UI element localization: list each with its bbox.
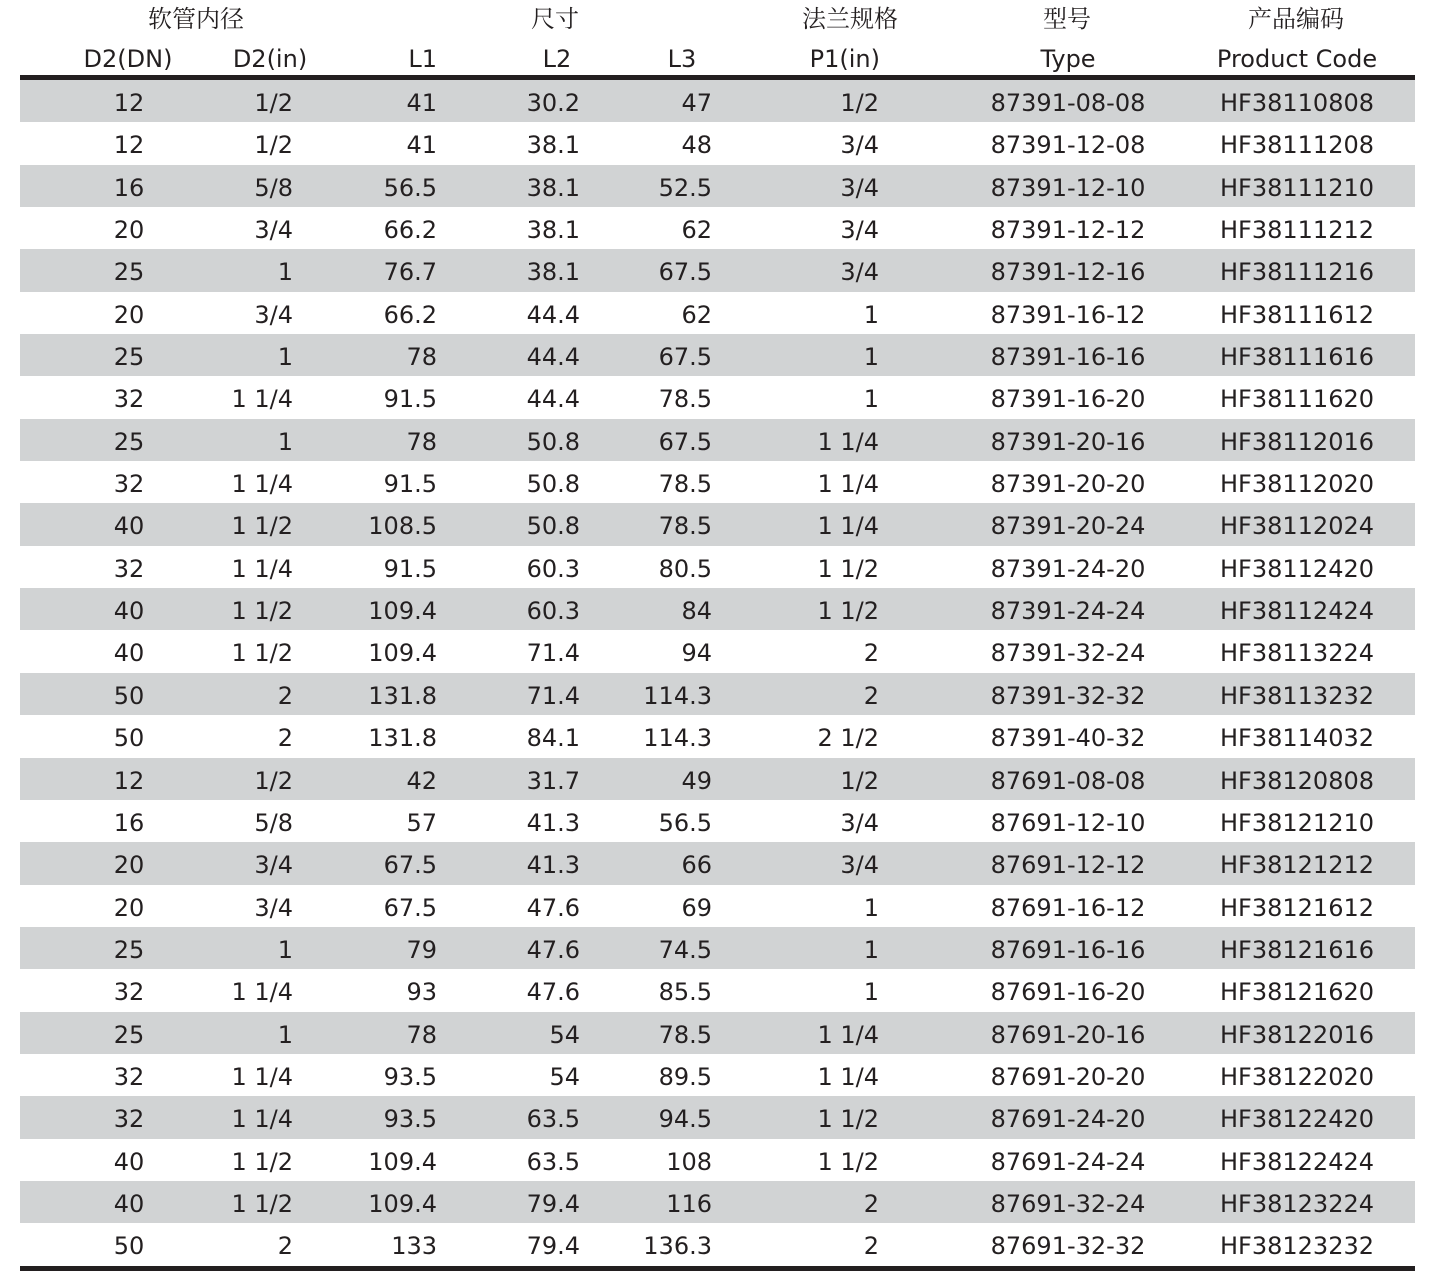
- cell-d2-dn: 20: [113, 216, 145, 245]
- cell-d2-dn: 50: [113, 681, 145, 710]
- cell-d2-dn: 32: [113, 1105, 145, 1134]
- cell-product-code: HF38111210: [1219, 173, 1375, 202]
- cell-p1-in: 3/4: [840, 258, 879, 287]
- cell-product-code: HF38121210: [1219, 808, 1375, 837]
- cell-d2-dn: 40: [113, 639, 145, 668]
- cell-d2-dn: 32: [113, 978, 145, 1007]
- cell-type: 87391-40-32: [990, 724, 1146, 753]
- cell-d2-dn: 32: [113, 385, 145, 414]
- cell-product-code: HF38122420: [1219, 1105, 1375, 1134]
- cell-l1: 91.5: [383, 470, 437, 499]
- table-row: [20, 927, 1415, 969]
- table-row: [20, 461, 1415, 503]
- table-row: [20, 969, 1415, 1011]
- cell-d2-dn: 32: [113, 470, 145, 499]
- cell-l2: 47.6: [526, 893, 580, 922]
- cell-type: 87391-20-24: [990, 512, 1146, 541]
- cell-l3: 67.5: [658, 258, 712, 287]
- table-body: [20, 80, 1415, 1266]
- cell-l1: 41: [406, 89, 437, 117]
- cell-d2-in: 1 1/4: [231, 470, 293, 499]
- cell-p1-in: 3/4: [840, 216, 879, 245]
- header-model: 型号: [1043, 5, 1091, 33]
- cell-d2-in: 1/2: [254, 766, 293, 795]
- cell-p1-in: 2: [863, 681, 879, 710]
- cell-type: 87391-20-16: [990, 427, 1146, 456]
- cell-l3: 49: [681, 766, 712, 795]
- cell-l2: 63.5: [526, 1147, 580, 1176]
- cell-type: 87391-24-20: [990, 554, 1146, 583]
- cell-type: 87691-16-12: [990, 893, 1146, 922]
- cell-d2-in: 1 1/4: [231, 978, 293, 1007]
- cell-p1-in: 1 1/2: [817, 1105, 879, 1134]
- table-row: [20, 1012, 1415, 1054]
- cell-l3: 56.5: [658, 808, 712, 837]
- cell-product-code: HF38120808: [1219, 766, 1375, 795]
- cell-l3: 136.3: [643, 1232, 712, 1261]
- cell-d2-dn: 25: [113, 1020, 145, 1049]
- cell-l3: 62: [681, 300, 712, 329]
- cell-p1-in: 3/4: [840, 851, 879, 880]
- cell-l3: 78.5: [658, 1020, 712, 1049]
- cell-l1: 78: [406, 427, 437, 456]
- table-row: [20, 546, 1415, 588]
- header-l3: L3: [667, 45, 697, 73]
- cell-d2-in: 1 1/4: [231, 1062, 293, 1091]
- cell-l2: 79.4: [526, 1232, 580, 1261]
- cell-l3: 80.5: [658, 554, 712, 583]
- cell-l2: 38.1: [526, 131, 580, 160]
- cell-type: 87691-16-16: [990, 935, 1146, 964]
- table-row: [20, 292, 1415, 334]
- table-row: [20, 334, 1415, 376]
- cell-l3: 108: [666, 1147, 712, 1176]
- cell-product-code: HF38113224: [1219, 639, 1375, 668]
- cell-d2-dn: 40: [113, 512, 145, 541]
- cell-d2-dn: 25: [113, 343, 145, 372]
- cell-product-code: HF38111216: [1219, 258, 1375, 287]
- header-flange-spec: 法兰规格: [802, 5, 898, 33]
- cell-l2: 47.6: [526, 935, 580, 964]
- cell-l1: 109.4: [368, 1189, 437, 1218]
- cell-type: 87391-32-24: [990, 639, 1146, 668]
- cell-l3: 74.5: [658, 935, 712, 964]
- cell-product-code: HF38121616: [1219, 935, 1375, 964]
- cell-l3: 47: [681, 89, 712, 117]
- cell-d2-in: 1/2: [254, 131, 293, 160]
- cell-type: 87391-12-16: [990, 258, 1146, 287]
- cell-d2-dn: 20: [113, 300, 145, 329]
- cell-l1: 93.5: [383, 1062, 437, 1091]
- cell-type: 87691-32-32: [990, 1232, 1146, 1261]
- cell-d2-in: 1 1/2: [231, 597, 293, 626]
- cell-l1: 57: [406, 808, 437, 837]
- header-product-code-cn: 产品编码: [1248, 5, 1344, 33]
- cell-l1: 76.7: [383, 258, 437, 287]
- cell-l2: 41.3: [526, 851, 580, 880]
- cell-l1: 66.2: [383, 216, 437, 245]
- cell-p1-in: 1 1/4: [817, 1062, 879, 1091]
- cell-product-code: HF38121612: [1219, 893, 1375, 922]
- cell-l1: 78: [406, 1020, 437, 1049]
- header-product-code: Product Code: [1216, 45, 1378, 73]
- table-row: [20, 207, 1415, 249]
- cell-l1: 91.5: [383, 554, 437, 583]
- cell-l2: 60.3: [526, 554, 580, 583]
- table-row: [20, 80, 1415, 122]
- header-type: Type: [1040, 45, 1096, 73]
- cell-product-code: HF38112020: [1219, 470, 1375, 499]
- cell-p1-in: 2: [863, 639, 879, 668]
- cell-l1: 91.5: [383, 385, 437, 414]
- cell-product-code: HF38111616: [1219, 343, 1375, 372]
- cell-l3: 52.5: [658, 173, 712, 202]
- table-row: [20, 630, 1415, 672]
- cell-l2: 44.4: [526, 385, 580, 414]
- cell-p1-in: 1: [863, 935, 879, 964]
- footer-rule: [20, 1266, 1415, 1271]
- cell-d2-dn: 25: [113, 258, 145, 287]
- table-row: [20, 419, 1415, 461]
- table-row: [20, 1181, 1415, 1223]
- cell-p1-in: 1: [863, 978, 879, 1007]
- cell-l1: 41: [406, 131, 437, 160]
- cell-p1-in: 2: [863, 1189, 879, 1218]
- cell-l3: 114.3: [643, 681, 712, 710]
- cell-product-code: HF38123224: [1219, 1189, 1375, 1218]
- cell-l3: 48: [681, 131, 712, 160]
- table-row: [20, 1223, 1415, 1265]
- table-row: [20, 1054, 1415, 1096]
- cell-type: 87391-12-12: [990, 216, 1146, 245]
- cell-type: 87691-08-08: [990, 766, 1146, 795]
- header-l1: L1: [408, 45, 437, 73]
- cell-l2: 50.8: [526, 470, 580, 499]
- cell-d2-in: 3/4: [254, 893, 293, 922]
- cell-d2-in: 1 1/2: [231, 639, 293, 668]
- cell-l1: 42: [406, 766, 437, 795]
- cell-type: 87691-16-20: [990, 978, 1146, 1007]
- cell-l2: 50.8: [526, 512, 580, 541]
- cell-type: 87391-20-20: [990, 470, 1146, 499]
- cell-d2-in: 1: [277, 1020, 293, 1049]
- cell-type: 87691-32-24: [990, 1189, 1146, 1218]
- cell-d2-in: 1: [277, 427, 293, 456]
- cell-l3: 94: [681, 639, 712, 668]
- cell-p1-in: 1 1/2: [817, 597, 879, 626]
- cell-d2-in: 3/4: [254, 216, 293, 245]
- cell-l1: 133: [391, 1232, 437, 1261]
- cell-d2-in: 2: [277, 1232, 293, 1261]
- table-row: [20, 249, 1415, 291]
- cell-d2-in: 5/8: [254, 808, 293, 837]
- cell-product-code: HF38114032: [1219, 724, 1375, 753]
- cell-l3: 89.5: [658, 1062, 712, 1091]
- cell-type: 87691-24-20: [990, 1105, 1146, 1134]
- table-row: [20, 673, 1415, 715]
- cell-l1: 78: [406, 343, 437, 372]
- cell-l2: 71.4: [526, 639, 580, 668]
- cell-d2-dn: 12: [113, 89, 145, 117]
- cell-l1: 67.5: [383, 893, 437, 922]
- cell-d2-in: 1 1/4: [231, 1105, 293, 1134]
- cell-l3: 114.3: [643, 724, 712, 753]
- cell-type: 87691-12-12: [990, 851, 1146, 880]
- cell-type: 87691-24-24: [990, 1147, 1146, 1176]
- cell-p1-in: 1 1/4: [817, 470, 879, 499]
- cell-l1: 93.5: [383, 1105, 437, 1134]
- cell-l3: 116: [666, 1189, 712, 1218]
- cell-product-code: HF38123232: [1219, 1232, 1375, 1261]
- cell-type: 87391-16-20: [990, 385, 1146, 414]
- cell-l2: 54: [549, 1020, 580, 1049]
- cell-d2-in: 1/2: [254, 89, 293, 117]
- cell-product-code: HF38122424: [1219, 1147, 1375, 1176]
- cell-l2: 44.4: [526, 300, 580, 329]
- table-row: [20, 165, 1415, 207]
- cell-product-code: HF38122020: [1219, 1062, 1375, 1091]
- cell-p1-in: 2 1/2: [817, 724, 879, 753]
- cell-d2-dn: 16: [113, 808, 145, 837]
- cell-type: 87691-12-10: [990, 808, 1146, 837]
- cell-l3: 78.5: [658, 385, 712, 414]
- cell-l3: 84: [681, 597, 712, 626]
- header-d2-dn: D2(DN): [83, 45, 173, 73]
- cell-p1-in: 1: [863, 893, 879, 922]
- cell-product-code: HF38112024: [1219, 512, 1375, 541]
- cell-type: 87391-16-12: [990, 300, 1146, 329]
- cell-l2: 60.3: [526, 597, 580, 626]
- cell-d2-dn: 25: [113, 427, 145, 456]
- cell-d2-in: 1 1/2: [231, 512, 293, 541]
- cell-l1: 131.8: [368, 681, 437, 710]
- table-row: [20, 800, 1415, 842]
- cell-l2: 47.6: [526, 978, 580, 1007]
- cell-d2-dn: 40: [113, 1189, 145, 1218]
- cell-l3: 67.5: [658, 343, 712, 372]
- cell-l2: 79.4: [526, 1189, 580, 1218]
- cell-l3: 62: [681, 216, 712, 245]
- cell-p1-in: 1 1/4: [817, 1020, 879, 1049]
- cell-d2-dn: 25: [113, 935, 145, 964]
- cell-l2: 84.1: [526, 724, 580, 753]
- cell-l2: 38.1: [526, 173, 580, 202]
- cell-product-code: HF38113232: [1219, 681, 1375, 710]
- cell-l3: 67.5: [658, 427, 712, 456]
- cell-product-code: HF38112420: [1219, 554, 1375, 583]
- header-d2-in: D2(in): [232, 45, 308, 73]
- cell-l1: 93: [406, 978, 437, 1007]
- header-column-row: [20, 38, 1415, 75]
- cell-l2: 30.2: [526, 89, 580, 117]
- cell-d2-in: 1 1/2: [231, 1189, 293, 1218]
- cell-product-code: HF38121620: [1219, 978, 1375, 1007]
- cell-p1-in: 1 1/4: [817, 427, 879, 456]
- cell-p1-in: 1 1/4: [817, 512, 879, 541]
- table-row: [20, 1139, 1415, 1181]
- cell-l2: 54: [549, 1062, 580, 1091]
- cell-l2: 38.1: [526, 216, 580, 245]
- cell-d2-in: 5/8: [254, 173, 293, 202]
- cell-d2-in: 1 1/4: [231, 385, 293, 414]
- table-row: [20, 885, 1415, 927]
- cell-l2: 41.3: [526, 808, 580, 837]
- cell-l2: 31.7: [526, 766, 580, 795]
- cell-d2-dn: 40: [113, 1147, 145, 1176]
- header-group-row: [20, 0, 1415, 38]
- cell-d2-dn: 50: [113, 1232, 145, 1261]
- cell-l1: 79: [406, 935, 437, 964]
- cell-product-code: HF38111208: [1219, 131, 1375, 160]
- table-row: [20, 715, 1415, 757]
- cell-l1: 131.8: [368, 724, 437, 753]
- table-row: [20, 376, 1415, 418]
- cell-product-code: HF38121212: [1219, 851, 1375, 880]
- cell-d2-dn: 40: [113, 597, 145, 626]
- cell-l2: 44.4: [526, 343, 580, 372]
- cell-type: 87691-20-20: [990, 1062, 1146, 1091]
- cell-l2: 50.8: [526, 427, 580, 456]
- cell-l1: 109.4: [368, 639, 437, 668]
- cell-d2-dn: 16: [113, 173, 145, 202]
- spec-table: [20, 0, 1415, 1271]
- cell-l1: 67.5: [383, 851, 437, 880]
- cell-p1-in: 3/4: [840, 173, 879, 202]
- cell-type: 87391-32-32: [990, 681, 1146, 710]
- cell-d2-in: 2: [277, 724, 293, 753]
- header-hose-inner-diameter: 软管内径: [148, 5, 244, 33]
- cell-d2-dn: 20: [113, 851, 145, 880]
- cell-l1: 109.4: [368, 1147, 437, 1176]
- cell-product-code: HF38112016: [1219, 427, 1375, 456]
- cell-l1: 108.5: [368, 512, 437, 541]
- cell-l3: 69: [681, 893, 712, 922]
- cell-l2: 63.5: [526, 1105, 580, 1134]
- cell-product-code: HF38122016: [1219, 1020, 1375, 1049]
- cell-p1-in: 3/4: [840, 131, 879, 160]
- cell-d2-dn: 50: [113, 724, 145, 753]
- cell-d2-dn: 32: [113, 1062, 145, 1091]
- table-row: [20, 758, 1415, 800]
- header-p1-in: P1(in): [809, 45, 880, 73]
- cell-p1-in: 2: [863, 1232, 879, 1261]
- cell-p1-in: 1: [863, 343, 879, 372]
- cell-p1-in: 1/2: [840, 89, 879, 117]
- cell-l1: 109.4: [368, 597, 437, 626]
- cell-d2-dn: 12: [113, 131, 145, 160]
- table-row: [20, 122, 1415, 164]
- cell-product-code: HF38111612: [1219, 300, 1375, 329]
- cell-l3: 78.5: [658, 512, 712, 541]
- header-dimensions: 尺寸: [531, 5, 579, 33]
- header-l2: L2: [542, 45, 572, 73]
- cell-d2-in: 2: [277, 681, 293, 710]
- cell-type: 87391-12-08: [990, 131, 1146, 160]
- table-row: [20, 588, 1415, 630]
- cell-d2-in: 1 1/2: [231, 1147, 293, 1176]
- cell-p1-in: 1 1/2: [817, 554, 879, 583]
- cell-l2: 38.1: [526, 258, 580, 287]
- cell-type: 87691-20-16: [990, 1020, 1146, 1049]
- cell-d2-in: 1: [277, 935, 293, 964]
- table-row: [20, 842, 1415, 884]
- cell-p1-in: 1 1/2: [817, 1147, 879, 1176]
- cell-type: 87391-24-24: [990, 597, 1146, 626]
- cell-d2-dn: 12: [113, 766, 145, 795]
- cell-product-code: HF38110808: [1219, 89, 1375, 117]
- cell-l1: 56.5: [383, 173, 437, 202]
- cell-d2-dn: 20: [113, 893, 145, 922]
- cell-l1: 66.2: [383, 300, 437, 329]
- cell-l3: 94.5: [658, 1105, 712, 1134]
- cell-d2-in: 1: [277, 343, 293, 372]
- cell-p1-in: 3/4: [840, 808, 879, 837]
- cell-d2-in: 3/4: [254, 851, 293, 880]
- cell-d2-dn: 32: [113, 554, 145, 583]
- cell-l3: 78.5: [658, 470, 712, 499]
- cell-product-code: HF38111212: [1219, 216, 1375, 245]
- cell-d2-in: 3/4: [254, 300, 293, 329]
- cell-p1-in: 1/2: [840, 766, 879, 795]
- cell-type: 87391-08-08: [990, 89, 1146, 117]
- cell-type: 87391-12-10: [990, 173, 1146, 202]
- cell-p1-in: 1: [863, 300, 879, 329]
- cell-l3: 66: [681, 851, 712, 880]
- table-row: [20, 1096, 1415, 1138]
- cell-product-code: HF38111620: [1219, 385, 1375, 414]
- cell-l3: 85.5: [658, 978, 712, 1007]
- cell-d2-in: 1 1/4: [231, 554, 293, 583]
- cell-product-code: HF38112424: [1219, 597, 1375, 626]
- cell-p1-in: 1: [863, 385, 879, 414]
- cell-type: 87391-16-16: [990, 343, 1146, 372]
- table-row: [20, 503, 1415, 545]
- cell-d2-in: 1: [277, 258, 293, 287]
- cell-l2: 71.4: [526, 681, 580, 710]
